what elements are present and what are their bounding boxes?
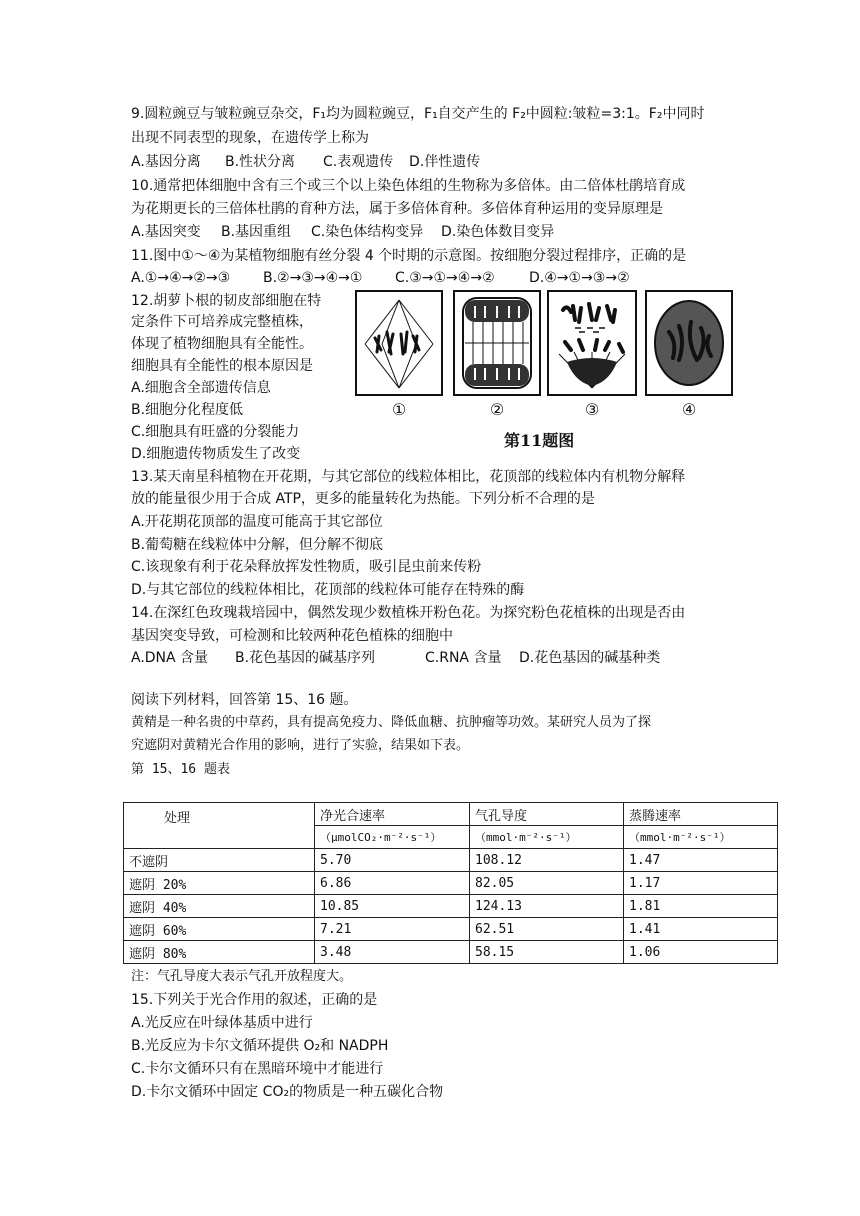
figure-label-2: ②: [489, 400, 505, 419]
header-treatment: 处理: [124, 803, 315, 849]
cell-net-photosynthesis: 6.86: [315, 872, 470, 895]
table-note: 注：气孔导度大表示气孔开放程度大。: [131, 969, 353, 984]
cell-net-photosynthesis: 7.21: [315, 918, 470, 941]
q14-option-d: D.花色基因的碱基种类: [519, 650, 661, 666]
q11-option-c: C.③→①→④→②: [395, 270, 495, 286]
figure-label-4: ④: [681, 400, 697, 419]
q15-option-b: B.光反应为卡尔文循环提供 O₂和 NADPH: [131, 1038, 389, 1054]
q9-option-b: B.性状分离: [225, 154, 296, 170]
cell-stomatal-conductance: 82.05: [470, 872, 624, 895]
cell-treatment: 遮阴 20%: [124, 872, 315, 895]
q14-option-c: C.RNA 含量: [425, 650, 502, 666]
table-row: [124, 918, 778, 941]
q15-option-d: D.卡尔文循环中固定 CO₂的物质是一种五碳化合物: [131, 1084, 444, 1100]
unit-stomatal-conductance: （mmol·m⁻²·s⁻¹）: [470, 826, 624, 849]
q12-stem-line1: 12.胡萝卜根的韧皮部细胞在特: [131, 293, 322, 309]
cell-transpiration: 1.81: [624, 895, 778, 918]
figure-label-3: ③: [584, 400, 600, 419]
figure-label-1: ①: [391, 400, 407, 419]
cell-figure-1: [355, 290, 443, 396]
material-line2: 究遮阴对黄精光合作用的影响，进行了实验，结果如下表。: [131, 738, 470, 753]
cell-figure-4: [645, 290, 733, 396]
cell-figure-2: [453, 290, 541, 396]
cell-treatment: 不遮阴: [124, 849, 315, 872]
cell-transpiration: 1.17: [624, 872, 778, 895]
q10-option-a: A.基因突变: [131, 224, 201, 240]
q13-option-a: A.开花期花顶部的温度可能高于其它部位: [131, 514, 383, 530]
q15-stem: 15.下列关于光合作用的叙述，正确的是: [131, 992, 378, 1008]
cell-treatment: 遮阴 40%: [124, 895, 315, 918]
q11-stem: 11.图中①～④为某植物细胞有丝分裂 4 个时期的示意图。按细胞分裂过程排序，正确的是: [131, 248, 687, 264]
q12-stem-line3: 体现了植物细胞具有全能性。: [131, 336, 313, 352]
table-row: [124, 872, 778, 895]
q14-stem-line2: 基因突变导致，可检测和比较两种花色植株的细胞中: [131, 628, 453, 644]
cell-stomatal-conductance: 58.15: [470, 941, 624, 964]
q14-stem-line1: 14.在深红色玫瑰栽培园中，偶然发现少数植株开粉色花。为探究粉色花植株的出现是否由: [131, 605, 686, 621]
material-intro: 阅读下列材料，回答第 15、16 题。: [131, 692, 358, 708]
unit-net-photosynthesis: （μmolCO₂·m⁻²·s⁻¹）: [315, 826, 470, 849]
header-stomatal-conductance: 气孔导度: [470, 803, 624, 826]
q13-option-d: D.与其它部位的线粒体相比，花顶部的线粒体可能存在特殊的酶: [131, 582, 525, 598]
cell-stomatal-conductance: 124.13: [470, 895, 624, 918]
cell-figure-3: [547, 290, 637, 396]
table-title: 第 15、16 题表: [131, 762, 230, 777]
cell-treatment: 遮阴 60%: [124, 918, 315, 941]
header-transpiration: 蒸腾速率: [624, 803, 778, 826]
q11-option-a: A.①→④→②→③: [131, 270, 231, 286]
q10-option-c: C.染色体结构变异: [311, 224, 424, 240]
q9-option-c: C.表观遗传: [323, 154, 394, 170]
q10-option-d: D.染色体数目变异: [441, 224, 555, 240]
q11-options: [131, 268, 630, 288]
q12-stem-line2: 定条件下可培养成完整植株，: [131, 314, 313, 330]
cell-net-photosynthesis: 5.70: [315, 849, 470, 872]
table-row: [124, 941, 778, 964]
q13-option-b: B.葡萄糖在线粒体中分解，但分解不彻底: [131, 537, 384, 553]
q15-option-c: C.卡尔文循环只有在黑暗环境中才能进行: [131, 1061, 384, 1077]
q12-option-b: B.细胞分化程度低: [131, 402, 244, 418]
q10-stem-line1: 10.通常把体细胞中含有三个或三个以上染色体组的生物称为多倍体。由二倍体杜鹃培育成: [131, 178, 686, 194]
q11-option-d: D.④→①→③→②: [529, 270, 630, 286]
table-header-row: [124, 803, 778, 826]
q12-option-a: A.细胞含全部遗传信息: [131, 380, 271, 396]
q9-options: [131, 152, 480, 172]
cell-net-photosynthesis: 3.48: [315, 941, 470, 964]
q10-options: [131, 222, 554, 242]
cell-net-photosynthesis: 10.85: [315, 895, 470, 918]
q14-options: [131, 648, 660, 668]
q14-option-b: B.花色基因的碱基序列: [235, 650, 376, 666]
cell-stomatal-conductance: 62.51: [470, 918, 624, 941]
q13-stem-line2: 放的能量很少用于合成 ATP，更多的能量转化为热能。下列分析不合理的是: [131, 491, 595, 507]
q10-stem-line2: 为花期更长的三倍体杜鹃的育种方法，属于多倍体育种。多倍体育种运用的变异原理是: [131, 201, 663, 217]
q9-stem-line2: 出现不同表型的现象，在遗传学上称为: [131, 130, 369, 146]
header-net-photosynthesis: 净光合速率: [315, 803, 470, 826]
data-table: [123, 802, 778, 964]
cell-transpiration: 1.41: [624, 918, 778, 941]
cell-stomatal-conductance: 108.12: [470, 849, 624, 872]
figure-caption: 第11题图: [504, 431, 575, 450]
material-line1: 黄精是一种名贵的中草药，具有提高免疫力、降低血糖、抗肿瘤等功效。某研究人员为了探: [131, 715, 652, 730]
cell-treatment: 遮阴 80%: [124, 941, 315, 964]
q12-stem-line4: 细胞具有全能性的根本原因是: [131, 358, 313, 374]
q9-stem-line1: 9.圆粒豌豆与皱粒豌豆杂交，F₁均为圆粒豌豆，F₁自交产生的 F₂中圆粒:皱粒=3:1。F₂中同时: [131, 106, 705, 122]
unit-transpiration: （mmol·m⁻²·s⁻¹）: [624, 826, 778, 849]
cell-transpiration: 1.06: [624, 941, 778, 964]
q9-option-d: D.伴性遗传: [409, 154, 481, 170]
q12-option-c: C.细胞具有旺盛的分裂能力: [131, 424, 300, 440]
q14-option-a: A.DNA 含量: [131, 650, 209, 666]
q9-option-a: A.基因分离: [131, 154, 201, 170]
q13-stem-line1: 13.某天南星科植物在开花期，与其它部位的线粒体相比，花顶部的线粒体内有机物分解释: [131, 469, 686, 485]
cell-transpiration: 1.47: [624, 849, 778, 872]
q11-option-b: B.②→③→④→①: [263, 270, 363, 286]
table-row: [124, 895, 778, 918]
q10-option-b: B.基因重组: [221, 224, 292, 240]
q12-option-d: D.细胞遗传物质发生了改变: [131, 446, 301, 462]
q13-option-c: C.该现象有利于花朵释放挥发性物质，吸引昆虫前来传粉: [131, 559, 482, 575]
table-row: [124, 849, 778, 872]
q15-option-a: A.光反应在叶绿体基质中进行: [131, 1015, 313, 1031]
